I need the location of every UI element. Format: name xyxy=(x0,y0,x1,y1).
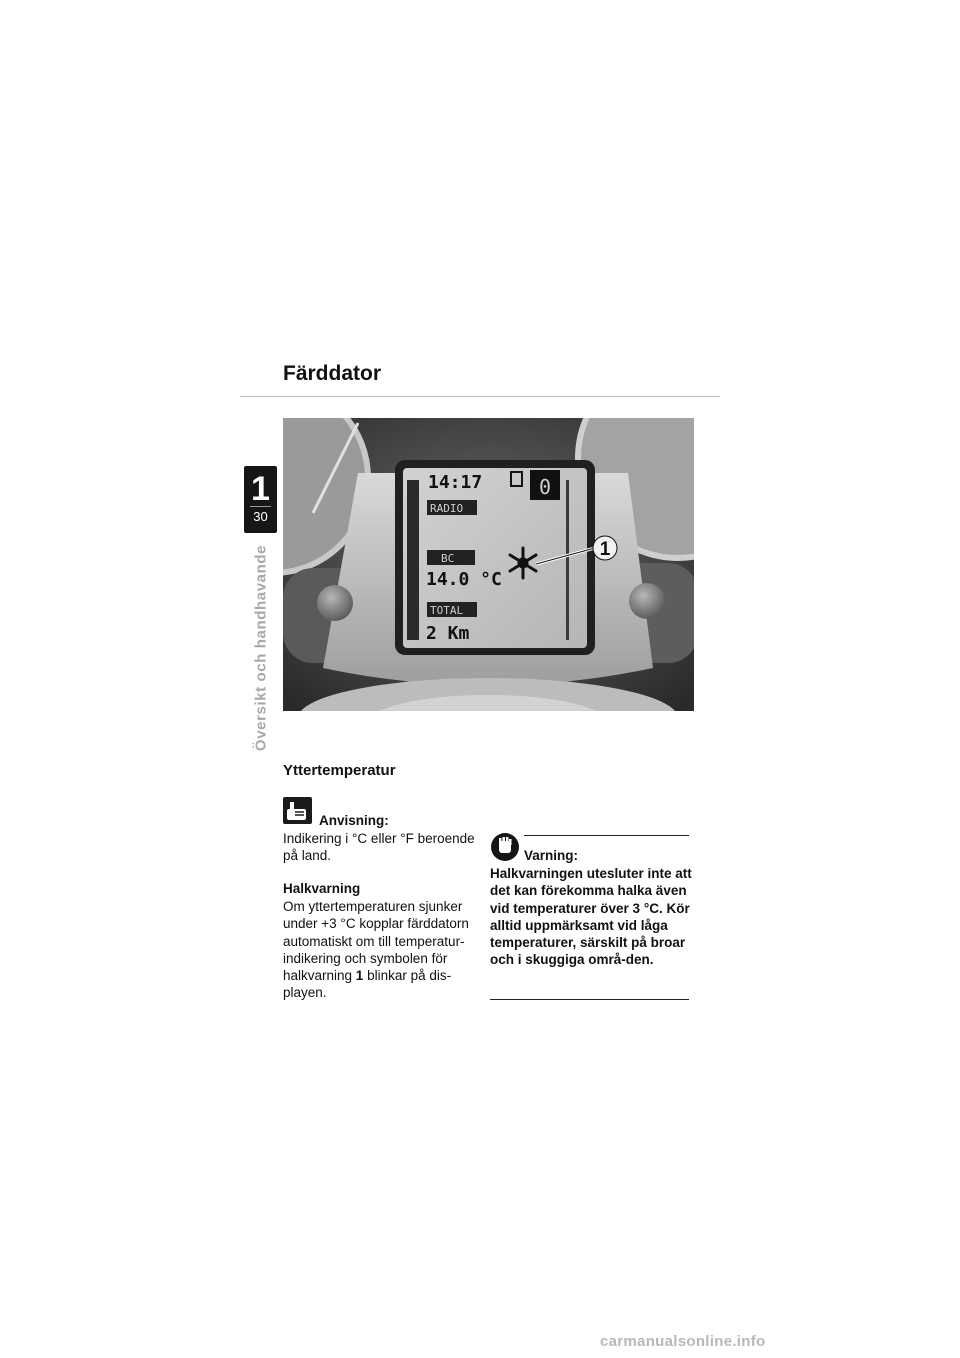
chapter-separator xyxy=(250,506,271,507)
warning-hand-icon xyxy=(491,833,519,861)
callout-marker: 1 xyxy=(599,539,611,560)
page-title: Färddator xyxy=(283,362,382,385)
warning-text: Halkvarningen utesluter inte att det kan förekomma halka även vid temperaturer över 3 °C. Kör alltid uppmärksamt vid låga temperaturer, särskilt på broar och i skuggiga områ-den. xyxy=(490,866,692,968)
note-hand-icon xyxy=(283,797,312,824)
halk-reference: 1 xyxy=(355,968,364,984)
display-time: 14:17 xyxy=(428,472,483,493)
display-bc-label: BC xyxy=(441,552,455,565)
section-heading: Yttertemperatur xyxy=(283,762,396,779)
halk-text-start: Om yttertemperaturen sjunker under +3 °C kopplar färddatorn automatiskt om till temperatur-indikering och symbolen för halkvarning xyxy=(283,899,469,984)
chapter-number: 1 xyxy=(251,470,270,508)
display-box-value: 0 xyxy=(538,475,552,499)
halk-text-end: blinkar på dis-playen. xyxy=(283,968,452,1001)
warning-bottom-rule xyxy=(490,999,689,1000)
note-text: Indikering i °C eller °F beroende på land. xyxy=(283,831,475,863)
warning-top-rule xyxy=(524,835,689,836)
watermark: carmanualsonline.info xyxy=(600,1333,766,1350)
page-number: 30 xyxy=(253,509,268,524)
header-divider xyxy=(240,396,720,397)
display-radio-label: RADIO xyxy=(430,502,464,515)
instrument-photo xyxy=(283,418,694,711)
note-label: Anvisning: xyxy=(319,813,389,828)
warning-label: Varning: xyxy=(524,848,579,863)
display-distance: 2 Km xyxy=(426,623,470,644)
halk-heading: Halkvarning xyxy=(283,881,361,896)
chapter-side-label: Översikt och handhavande xyxy=(252,544,270,752)
display-total-label: TOTAL xyxy=(430,604,464,617)
halk-paragraph xyxy=(283,898,488,1002)
display-temperature: 14.0 °C xyxy=(426,569,502,590)
